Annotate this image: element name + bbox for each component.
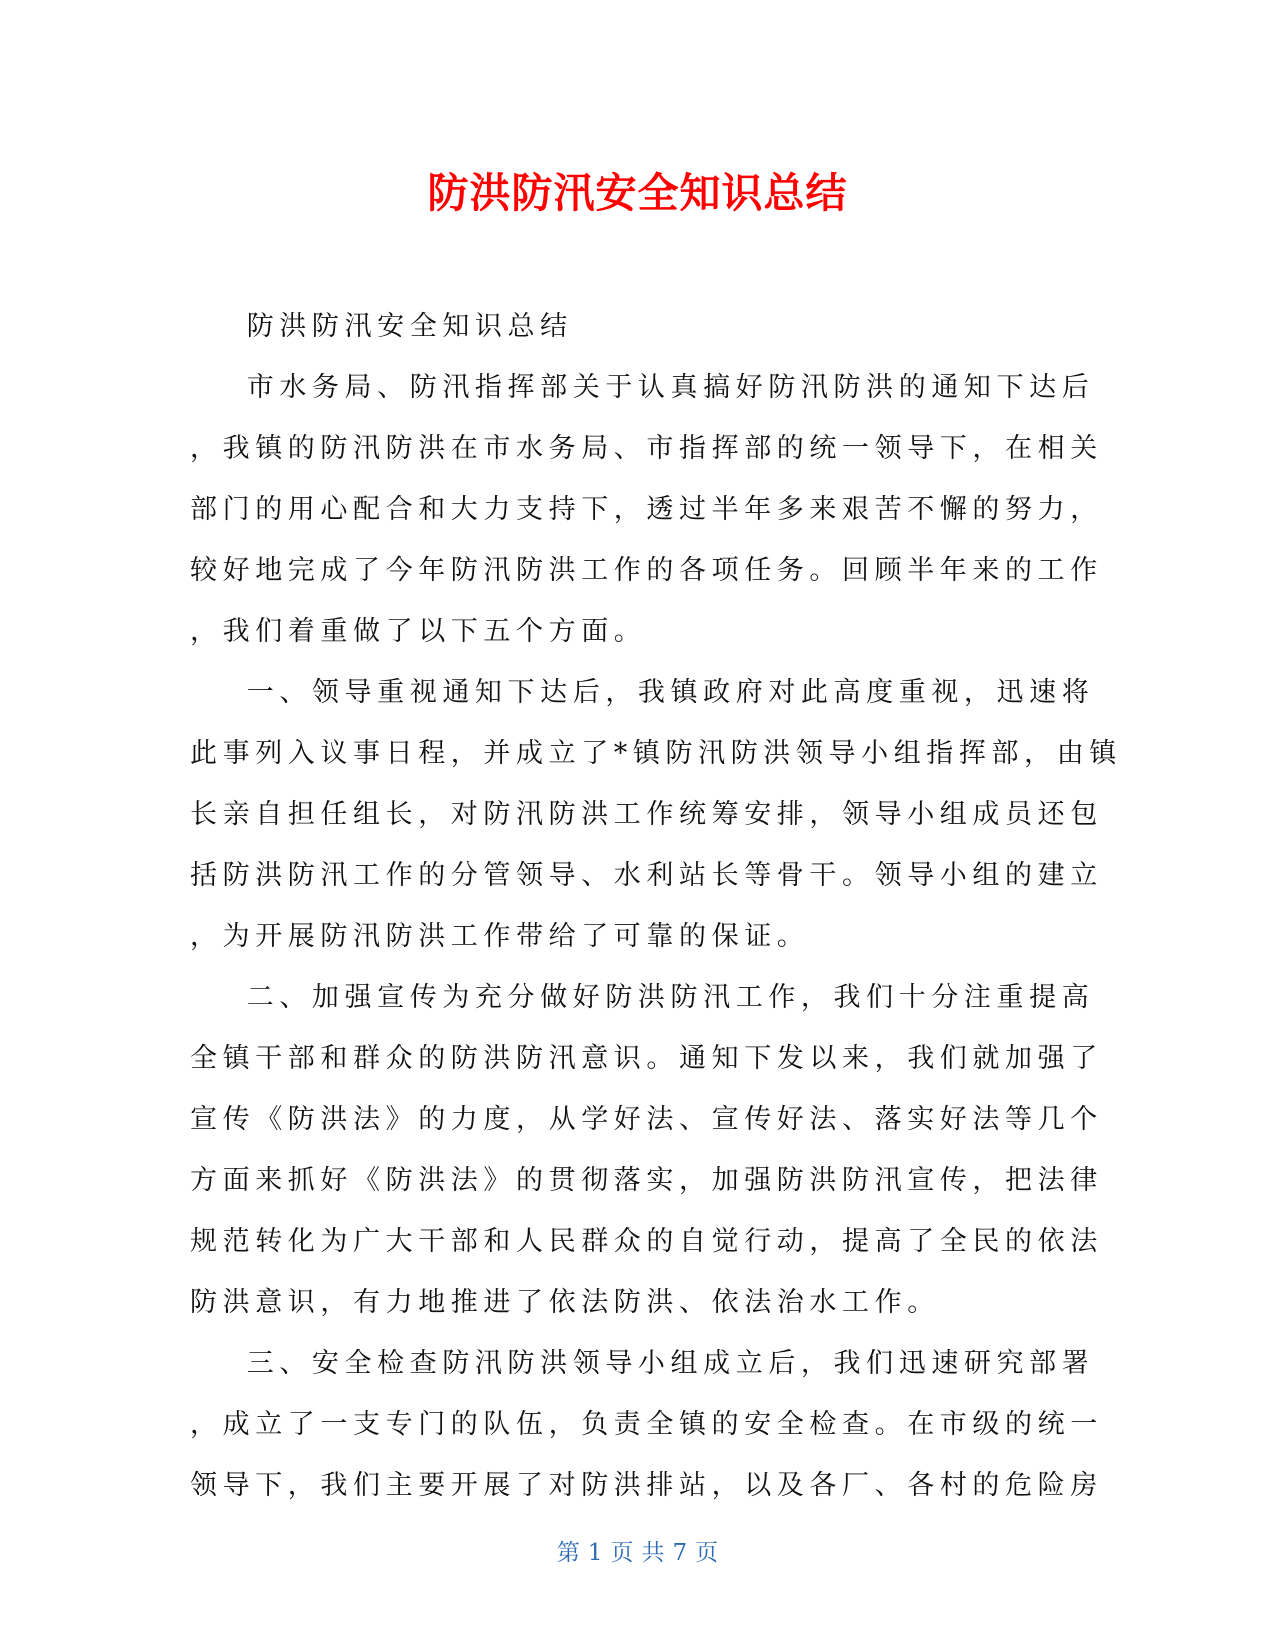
text-line: ，我镇的防汛防洪在市水务局、市指挥部的统一领导下，在相关 — [190, 433, 1103, 464]
text-line: 较好地完成了今年防汛防洪工作的各项任务。回顾半年来的工作 — [190, 555, 1103, 586]
document-title: 防洪防汛安全知识总结 — [427, 169, 848, 217]
text-line: 二、加强宣传为充分做好防洪防汛工作，我们十分注重提高 — [190, 982, 1095, 1013]
footer-page-label: 第 — [556, 1540, 580, 1566]
text-line: 市水务局、防汛指挥部关于认真搞好防汛防洪的通知下达后 — [190, 372, 1095, 403]
footer-total-pages: 7 — [672, 1540, 688, 1566]
text-line: 一、领导重视通知下达后，我镇政府对此高度重视，迅速将 — [190, 677, 1095, 708]
text-line: ，我们着重做了以下五个方面。 — [190, 616, 647, 647]
text-line: 领导下，我们主要开展了对防洪排站，以及各厂、各村的危险房 — [190, 1470, 1103, 1501]
text-line: 三、安全检查防汛防洪领导小组成立后，我们迅速研究部署 — [190, 1348, 1095, 1379]
text-line: 规范转化为广大干部和人民群众的自觉行动，提高了全民的依法 — [190, 1226, 1103, 1257]
text-line: 方面来抓好《防洪法》的贯彻落实，加强防洪防汛宣传，把法律 — [190, 1165, 1103, 1196]
text-line: ，成立了一支专门的队伍，负责全镇的安全检查。在市级的统一 — [190, 1409, 1103, 1440]
footer-current-page: 1 — [587, 1540, 603, 1566]
text-line: 全镇干部和群众的防洪防汛意识。通知下发以来，我们就加强了 — [190, 1043, 1103, 1074]
footer-total-unit: 页 — [695, 1540, 719, 1566]
text-line: 此事列入议事日程，并成立了*镇防汛防洪领导小组指挥部，由镇 — [190, 738, 1122, 769]
footer-total-label: 共 — [641, 1540, 665, 1566]
text-line: 宣传《防洪法》的力度，从学好法、宣传好法、落实好法等几个 — [190, 1104, 1103, 1135]
text-line: 防洪意识，有力地推进了依法防洪、依法治水工作。 — [190, 1287, 940, 1318]
text-line: 部门的用心配合和大力支持下，透过半年多来艰苦不懈的努力， — [190, 494, 1103, 525]
text-line: ，为开展防汛防洪工作带给了可靠的保证。 — [190, 921, 810, 952]
document-body — [190, 296, 1122, 1516]
text-line: 括防洪防汛工作的分管领导、水利站长等骨干。领导小组的建立 — [190, 860, 1103, 891]
page-number-footer — [0, 1536, 1275, 1570]
footer-page-unit: 页 — [610, 1540, 634, 1566]
text-line: 长亲自担任组长，对防汛防洪工作统筹安排，领导小组成员还包 — [190, 799, 1103, 830]
text-line: 防洪防汛安全知识总结 — [190, 311, 573, 342]
